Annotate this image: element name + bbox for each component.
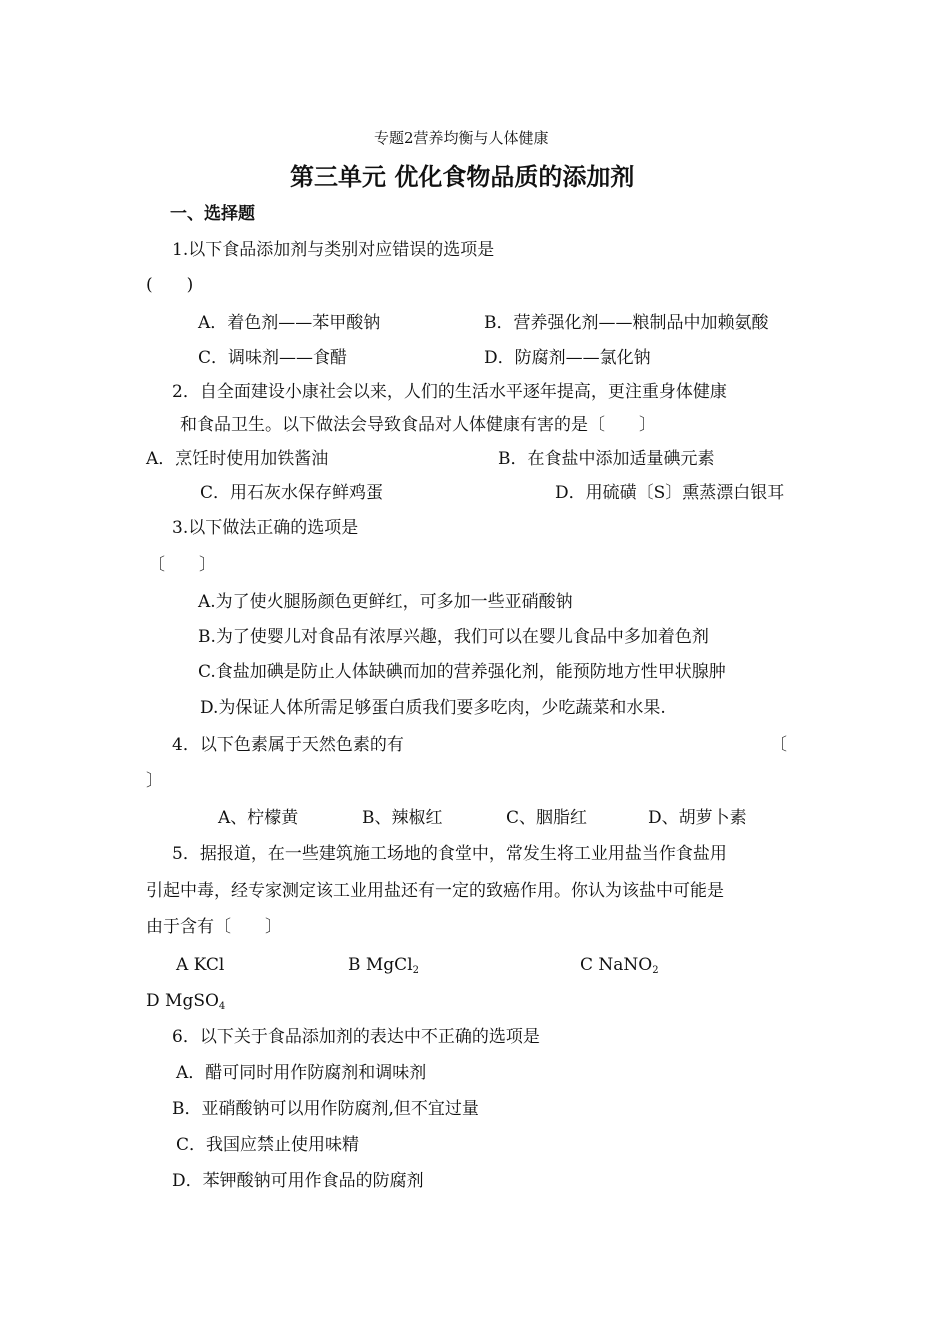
q5-stem-line2: 引起中毒，经专家测定该工业用盐还有一定的致癌作用。你认为该盐中可能是 — [146, 881, 724, 901]
q3-stem: 3.以下做法正确的选项是 — [172, 518, 359, 538]
q2-stem-line2: 和食品卫生。以下做法会导致食品对人体健康有害的是〔 〕 — [180, 415, 656, 435]
q4-option-c: C、胭脂红 — [506, 808, 588, 828]
q6-option-d: D．苯钾酸钠可用作食品的防腐剂 — [172, 1171, 424, 1191]
q5-stem-line1: 5．据报道，在一些建筑施工场地的食堂中，常发生将工业用盐当作食盐用 — [172, 844, 727, 864]
q4-option-a: A、柠檬黄 — [218, 808, 299, 828]
q4-option-b: B、辣椒红 — [362, 808, 443, 828]
q2-option-b: B．在食盐中添加适量碘元素 — [498, 449, 715, 469]
q1-option-b: B．营养强化剂——粮制品中加赖氨酸 — [484, 313, 769, 333]
q6-option-c: C．我国应禁止使用味精 — [176, 1135, 360, 1155]
q3-option-b: B.为了使婴儿对食品有浓厚兴趣，我们可以在婴儿食品中多加着色剂 — [198, 627, 709, 647]
q3-option-a: A.为了使火腿肠颜色更鲜红，可多加一些亚硝酸钠 — [198, 592, 573, 612]
topic-header: 专题2营养均衡与人体健康 — [374, 129, 549, 147]
q5-option-b: B MgCl$_2$ — [348, 955, 420, 976]
q1-answer-bracket: ( ) — [146, 275, 194, 295]
q5-option-c: C NaNO$_2$ — [580, 955, 659, 976]
q5-option-d: D MgSO$_4$ — [146, 991, 226, 1012]
q6-stem: 6．以下关于食品添加剂的表达中不正确的选项是 — [172, 1027, 540, 1047]
q6-option-a: A．醋可同时用作防腐剂和调味剂 — [176, 1063, 427, 1083]
q1-option-a: A．着色剂——苯甲酸钠 — [198, 313, 381, 333]
q4-bracket-close: 〕 — [146, 771, 163, 791]
q5-stem-line3: 由于含有〔 〕 — [146, 917, 282, 937]
q2-option-a: A．烹饪时使用加铁酱油 — [146, 449, 329, 469]
q1-option-c: C．调味剂——食醋 — [198, 348, 348, 368]
q3-answer-bracket: 〔 〕 — [148, 555, 216, 575]
unit-title: 第三单元 优化食物品质的添加剂 — [290, 162, 635, 191]
q3-option-d: D.为保证人体所需足够蛋白质我们要多吃肉，少吃蔬菜和水果. — [200, 698, 666, 718]
q2-option-d: D．用硫磺〔S〕熏蒸漂白银耳 — [555, 483, 785, 503]
q5-option-a: A KCl — [176, 955, 225, 975]
q1-option-d: D．防腐剂——氯化钠 — [484, 348, 651, 368]
section-heading: 一、选择题 — [170, 204, 255, 224]
q4-stem: 4．以下色素属于天然色素的有 — [172, 735, 404, 755]
q3-option-c: C.食盐加碘是防止人体缺碘而加的营养强化剂，能预防地方性甲状腺肿 — [198, 662, 726, 682]
q4-bracket-open: 〔 — [770, 735, 787, 755]
q6-option-b: B．亚硝酸钠可以用作防腐剂,但不宜过量 — [172, 1099, 479, 1119]
q2-stem-line1: 2．自全面建设小康社会以来，人们的生活水平逐年提高，更注重身体健康 — [172, 382, 727, 402]
q1-stem: 1.以下食品添加剂与类别对应错误的选项是 — [172, 240, 495, 260]
q4-option-d: D、胡萝卜素 — [648, 808, 747, 828]
q2-option-c: C．用石灰水保存鲜鸡蛋 — [200, 483, 384, 503]
